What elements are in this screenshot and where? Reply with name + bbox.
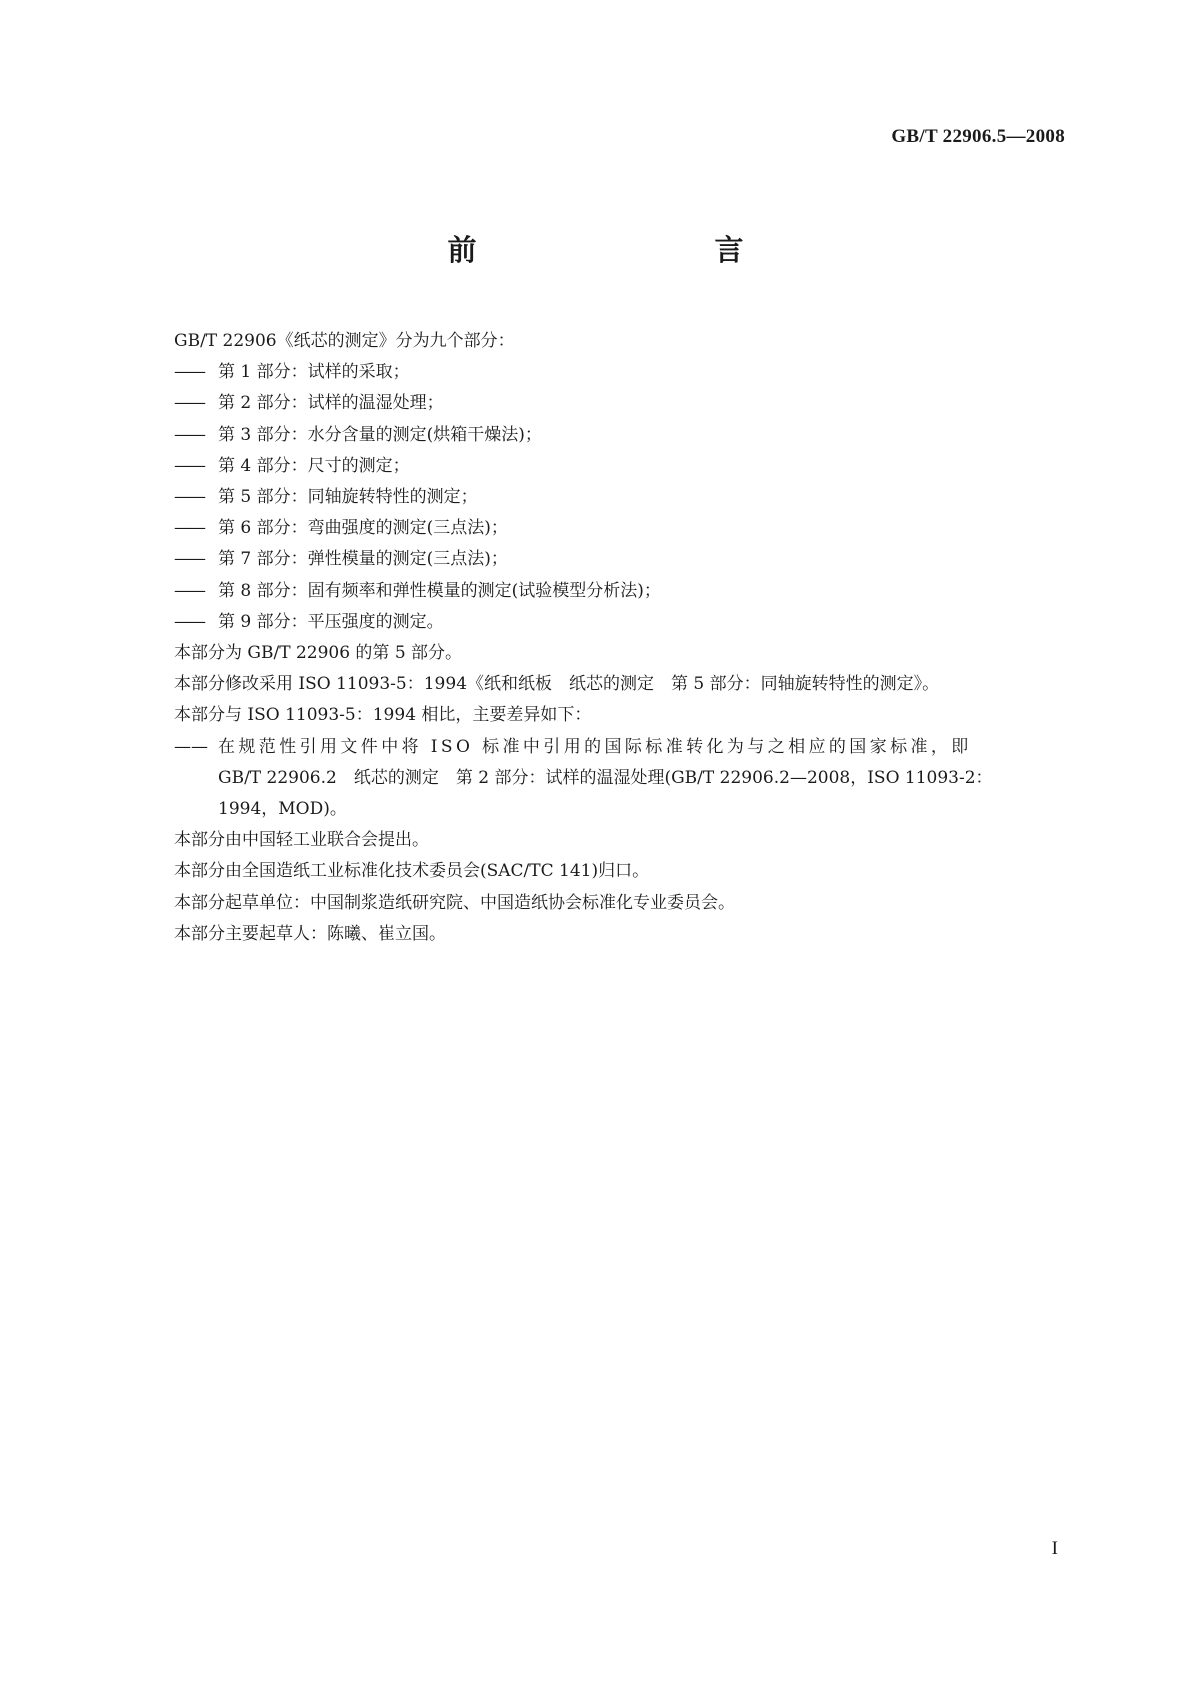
- modified-from-paragraph: 本部分修改采用 ISO 11093-5：1994《纸和纸板 纸芯的测定 第 5 部分：同轴旋转特性的测定》。: [174, 674, 940, 695]
- part-label: 第 8 部分：固有频率和弹性模量的测定(试验模型分析法)；: [218, 580, 661, 601]
- part-label: 第 7 部分：弹性模量的测定(三点法)；: [218, 549, 508, 570]
- dash: ——: [174, 455, 204, 476]
- dash: ——: [174, 611, 204, 632]
- list-item: [174, 451, 1068, 482]
- part-label: 第 4 部分：尺寸的测定；: [218, 455, 410, 476]
- foreword-title: 前 言: [447, 233, 804, 267]
- list-item: [174, 357, 1068, 388]
- drafting-units-paragraph: 本部分起草单位：中国制浆造纸研究院、中国造纸协会标准化专业委员会。: [174, 892, 735, 913]
- list-item: [174, 607, 1068, 638]
- part-label: 第 5 部分：同轴旋转特性的测定；: [218, 487, 478, 508]
- part-label: 第 3 部分：水分含量的测定(烘箱干燥法)；: [218, 424, 542, 445]
- intro-paragraph: GB/T 22906《纸芯的测定》分为九个部分：: [174, 331, 515, 351]
- dash: ——: [174, 736, 208, 757]
- part-label: 第 9 部分：平压强度的测定。: [218, 611, 444, 632]
- list-item: [174, 388, 1068, 419]
- dash: ——: [174, 549, 204, 570]
- difference-item: [174, 732, 1068, 826]
- list-item: [174, 420, 1068, 451]
- list-item: [174, 482, 1068, 513]
- dash: ——: [174, 393, 204, 414]
- list-item: [174, 513, 1068, 544]
- dash: ——: [174, 487, 204, 508]
- list-item: [174, 576, 1068, 607]
- this-part-paragraph: 本部分为 GB/T 22906 的第 5 部分。: [174, 643, 463, 664]
- part-label: 第 6 部分：弯曲强度的测定(三点法)；: [218, 518, 508, 539]
- difference-line-2: GB/T 22906.2 纸芯的测定 第 2 部分：试样的温湿处理(GB/T 22906.2—2008，ISO 11093-2：: [218, 767, 993, 788]
- dash: ——: [174, 362, 204, 383]
- proposed-by-paragraph: 本部分由中国轻工业联合会提出。: [174, 830, 429, 851]
- drafters-paragraph: 本部分主要起草人：陈曦、崔立国。: [174, 923, 446, 944]
- part-label: 第 1 部分：试样的采取；: [218, 362, 410, 383]
- difference-line-1: 在规范性引用文件中将 ISO 标准中引用的国际标准转化为与之相应的国家标准，即: [218, 736, 972, 757]
- dash: ——: [174, 580, 204, 601]
- standard-code: GB/T 22906.5—2008: [891, 126, 1065, 147]
- differences-intro-paragraph: 本部分与 ISO 11093-5：1994 相比，主要差异如下：: [174, 705, 592, 726]
- difference-line-3: 1994，MOD)。: [218, 799, 347, 820]
- part-label: 第 2 部分：试样的温湿处理；: [218, 393, 444, 414]
- centralized-by-paragraph: 本部分由全国造纸工业标准化技术委员会(SAC/TC 141)归口。: [174, 861, 650, 882]
- foreword-body: [174, 326, 1068, 950]
- page-number: I: [1051, 1538, 1058, 1559]
- dash: ——: [174, 424, 204, 445]
- list-item: [174, 544, 1068, 575]
- dash: ——: [174, 518, 204, 539]
